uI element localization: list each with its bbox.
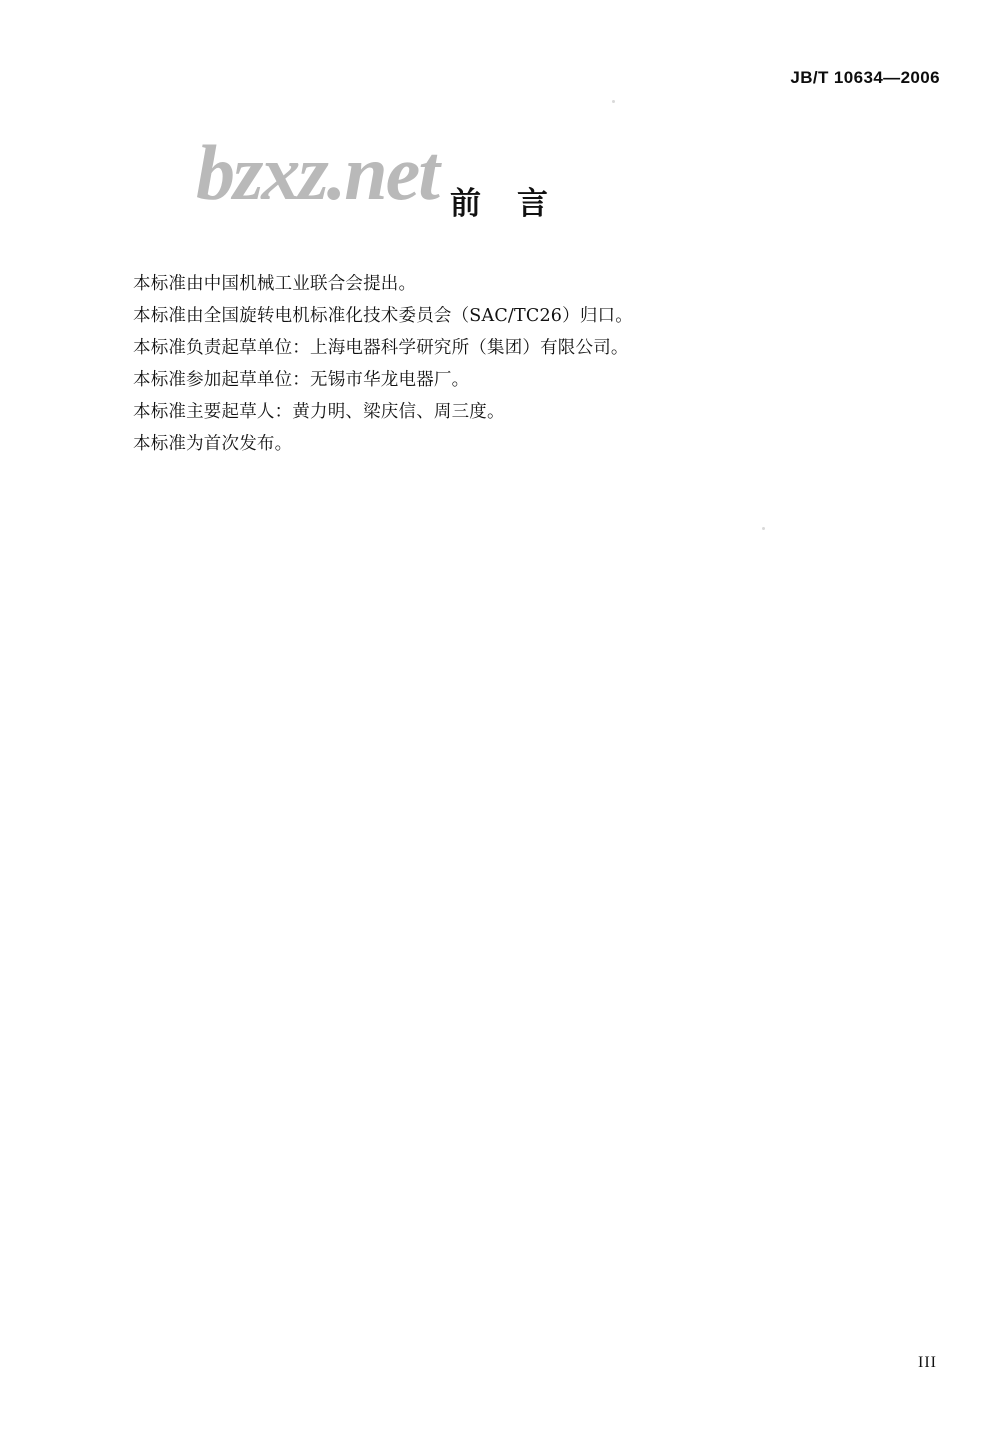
foreword-paragraph: 本标准由全国旋转电机标准化技术委员会（SAC/TC26）归口。 (133, 306, 633, 326)
foreword-paragraph: 本标准参加起草单位：无锡市华龙电器厂。 (133, 370, 470, 390)
page-title (0, 178, 1000, 223)
foreword-paragraph: 本标准由中国机械工业联合会提出。 (133, 274, 417, 294)
scan-speck (762, 527, 765, 530)
standard-number-header: JB/T 10634—2006 (790, 68, 940, 87)
watermark-text: bzxz.net (196, 129, 438, 216)
scan-speck (612, 100, 615, 103)
foreword-paragraph: 本标准负责起草单位：上海电器科学研究所（集团）有限公司。 (133, 338, 629, 358)
foreword-paragraph: 本标准主要起草人：黄力明、梁庆信、周三度。 (133, 402, 505, 422)
page-title-char-2: 言 (517, 186, 550, 222)
foreword-paragraph: 本标准为首次发布。 (133, 434, 293, 454)
page-title-char-1: 前 (450, 186, 483, 222)
page-number: III (918, 1354, 937, 1371)
foreword-body (133, 272, 893, 464)
